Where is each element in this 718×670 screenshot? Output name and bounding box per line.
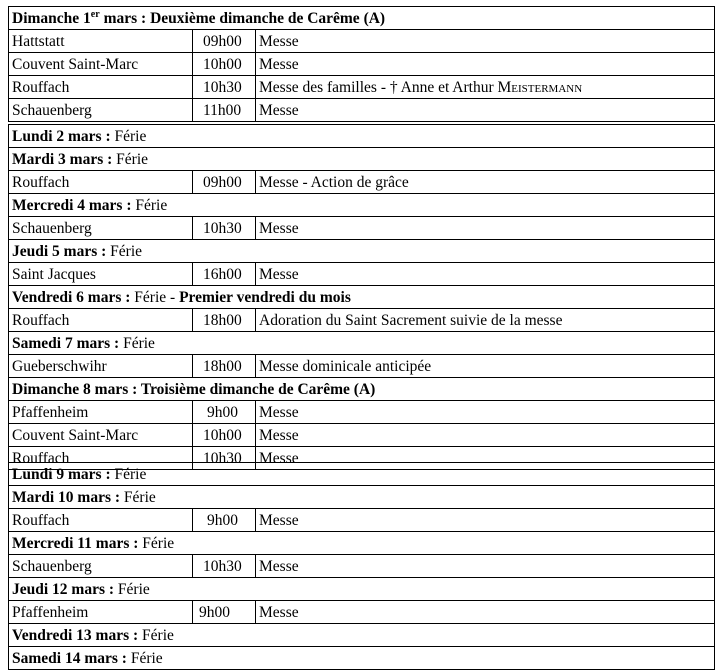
day-header xyxy=(9,332,715,355)
event-cell: Messe xyxy=(256,30,715,53)
day-label: Dimanche 1 xyxy=(12,10,91,27)
place-cell: Rouffach xyxy=(9,309,193,332)
day-note: Férie xyxy=(119,335,155,352)
day-note: Férie xyxy=(138,627,174,644)
day-label: Lundi 2 mars : xyxy=(12,128,111,145)
day-header xyxy=(9,532,715,555)
event-cell: Messe xyxy=(256,424,715,447)
day-header-row xyxy=(9,624,715,647)
day-note: Férie xyxy=(112,151,149,168)
day-label: Vendredi 13 mars : xyxy=(12,627,139,644)
table-row xyxy=(9,601,715,624)
place-cell: Schauenberg xyxy=(9,217,193,240)
day-label: Mercredi 4 mars : xyxy=(12,197,132,214)
day-header xyxy=(9,125,715,148)
time-cell: 18h00 xyxy=(193,355,256,378)
time-cell: 10h30 xyxy=(193,447,256,470)
event-cell: Adoration du Saint Sacrement suivie de la messe xyxy=(256,309,715,332)
day-note: Férie xyxy=(126,650,163,667)
day-header xyxy=(9,624,715,647)
time-cell: 09h00 xyxy=(193,30,256,53)
liturgical-title: Deuxième dimanche de Carême (A) xyxy=(150,10,386,27)
table-row xyxy=(9,263,715,286)
time-cell: 9h00 xyxy=(193,401,256,424)
day-note: Férie xyxy=(120,489,156,506)
day-label: Samedi 14 mars : xyxy=(12,650,127,667)
time-cell: 10h30 xyxy=(193,555,256,578)
time-cell: 10h00 xyxy=(193,424,256,447)
day-ordinal: er xyxy=(90,9,100,20)
day-special: Premier vendredi du mois xyxy=(179,289,351,306)
day-label: Vendredi 6 mars : xyxy=(12,289,131,306)
table-row xyxy=(9,555,715,578)
place-cell: Rouffach xyxy=(9,447,193,470)
day-header-row xyxy=(9,463,715,486)
event-cell: Messe xyxy=(256,217,715,240)
time-cell: 09h00 xyxy=(193,171,256,194)
day-header-row xyxy=(9,7,715,30)
day-header-row xyxy=(9,148,715,171)
day-label: Dimanche 8 mars : xyxy=(12,381,138,398)
table-row xyxy=(9,53,715,76)
event-cell: Messe - Action de grâce xyxy=(256,171,715,194)
event-cell: Messe xyxy=(256,53,715,76)
place-cell: Pfaffenheim xyxy=(9,401,193,424)
day-header xyxy=(9,578,715,601)
day-label-suffix: mars : xyxy=(99,10,151,27)
place-cell: Schauenberg xyxy=(9,99,193,122)
event-text: Messe des familles - † Anne et Arthur xyxy=(259,79,498,96)
day-note: Férie xyxy=(106,243,143,260)
time-cell: 10h00 xyxy=(193,53,256,76)
table-row xyxy=(9,309,715,332)
place-cell: Rouffach xyxy=(9,76,193,99)
table-row xyxy=(9,509,715,532)
place-cell: Hattstatt xyxy=(9,30,193,53)
day-header-row xyxy=(9,332,715,355)
place-cell: Saint Jacques xyxy=(9,263,193,286)
event-cell: Messe xyxy=(256,447,715,470)
event-surname: Meistermann xyxy=(497,79,583,96)
schedule-table-week2 xyxy=(8,124,715,470)
day-header xyxy=(9,194,715,217)
table-row xyxy=(9,99,715,122)
event-cell: Messe xyxy=(256,509,715,532)
schedule-table-week3 xyxy=(8,462,715,670)
table-row xyxy=(9,217,715,240)
day-note: Férie xyxy=(114,581,150,598)
day-label: Jeudi 12 mars : xyxy=(12,581,115,598)
table-row xyxy=(9,76,715,99)
day-note: Férie xyxy=(131,197,168,214)
liturgical-title: Troisième dimanche de Carême (A) xyxy=(137,381,376,398)
day-header-row xyxy=(9,286,715,309)
day-header xyxy=(9,378,715,401)
time-cell: 11h00 xyxy=(193,99,256,122)
day-header xyxy=(9,240,715,263)
place-cell: Pfaffenheim xyxy=(9,601,193,624)
day-header-row xyxy=(9,125,715,148)
day-header-row xyxy=(9,194,715,217)
event-cell: Messe xyxy=(256,401,715,424)
day-note: Férie xyxy=(110,466,147,483)
day-label: Mercredi 11 mars : xyxy=(12,535,139,552)
time-cell: 16h00 xyxy=(193,263,256,286)
table-row xyxy=(9,30,715,53)
place-cell: Couvent Saint-Marc xyxy=(9,424,193,447)
event-cell: Messe xyxy=(256,555,715,578)
day-header-row xyxy=(9,486,715,509)
day-header xyxy=(9,463,715,486)
day-label: Lundi 9 mars : xyxy=(12,466,111,483)
day-label: Mardi 10 mars : xyxy=(12,489,121,506)
event-cell xyxy=(256,76,715,99)
day-header xyxy=(9,486,715,509)
table-row xyxy=(9,401,715,424)
event-cell: Messe dominicale anticipée xyxy=(256,355,715,378)
time-cell: 10h30 xyxy=(193,217,256,240)
table-row xyxy=(9,424,715,447)
day-header-row xyxy=(9,647,715,670)
place-cell: Rouffach xyxy=(9,171,193,194)
day-header-row xyxy=(9,378,715,401)
day-label: Mardi 3 mars : xyxy=(12,151,113,168)
table-row xyxy=(9,171,715,194)
place-cell: Gueberschwihr xyxy=(9,355,193,378)
day-header xyxy=(9,148,715,171)
event-cell: Messe xyxy=(256,99,715,122)
day-label: Samedi 7 mars : xyxy=(12,335,120,352)
day-note: Férie - xyxy=(130,289,180,306)
place-cell: Couvent Saint-Marc xyxy=(9,53,193,76)
day-note: Férie xyxy=(110,128,147,145)
table-row xyxy=(9,355,715,378)
day-header xyxy=(9,286,715,309)
day-header-row xyxy=(9,578,715,601)
event-cell: Messe xyxy=(256,263,715,286)
time-cell: 18h00 xyxy=(193,309,256,332)
day-header xyxy=(9,647,715,670)
day-header xyxy=(9,7,715,30)
schedule-table-week1 xyxy=(8,6,715,122)
day-header-row xyxy=(9,532,715,555)
time-cell: 9h00 xyxy=(193,509,256,532)
time-cell: 10h30 xyxy=(193,76,256,99)
day-header-row xyxy=(9,240,715,263)
place-cell: Rouffach xyxy=(9,509,193,532)
day-label: Jeudi 5 mars : xyxy=(12,243,107,260)
place-cell: Schauenberg xyxy=(9,555,193,578)
event-cell: Messe xyxy=(256,601,715,624)
time-cell: 9h00 xyxy=(193,601,256,624)
day-note: Férie xyxy=(138,535,175,552)
